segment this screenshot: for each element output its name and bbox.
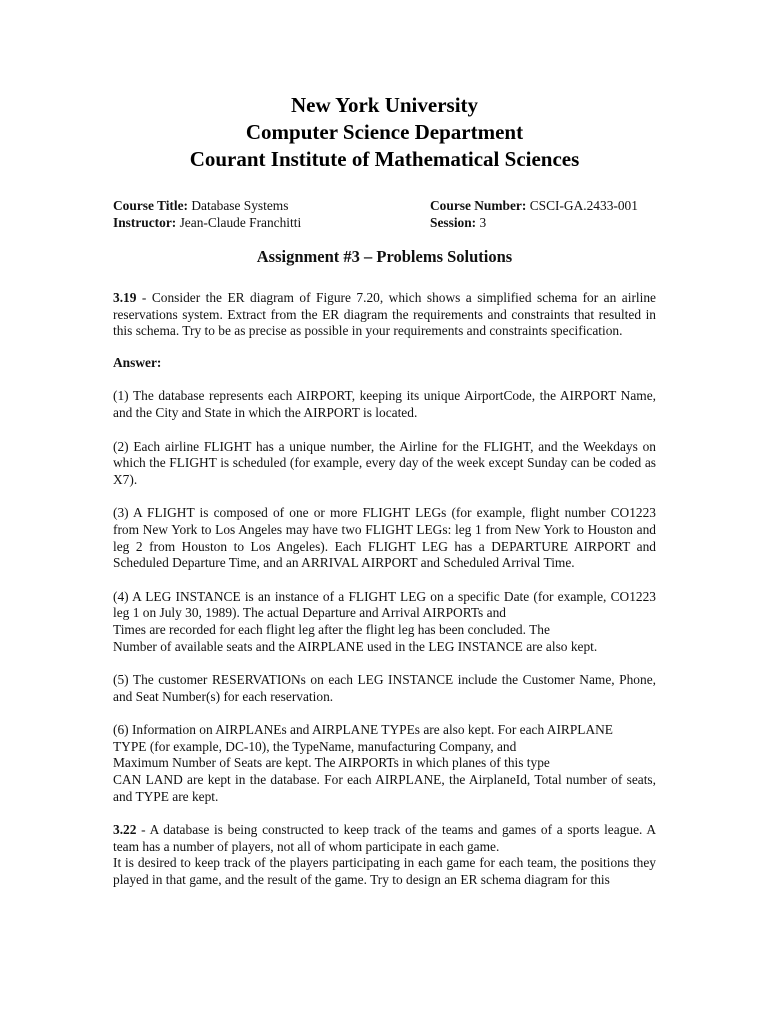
- answer-item-6-line-3: Maximum Number of Seats are kept. The AIRPORTs in which planes of this type: [113, 755, 550, 771]
- problem-3-22: [113, 822, 656, 855]
- answer-item-6: [113, 722, 656, 805]
- answer-item-3: (3) A FLIGHT is composed of one or more FLIGHT LEGs (for example, flight number CO1223 from New York to Los Angeles may have two FLIGHT LEGs: leg 1 from New York to Houston and leg 2 from Houston to Los Angeles). Each FLIGHT LEG has a DEPARTURE AIRPORT and Scheduled Departure Time, and an ARRIVAL AIRPORT and Scheduled Arrival Time.: [113, 505, 656, 571]
- problem-3-19: [113, 290, 656, 340]
- answer-label: Answer:: [113, 354, 162, 370]
- course-info-left: [113, 197, 301, 231]
- institute-name: Courant Institute of Mathematical Sciences: [189, 147, 580, 171]
- university-name: New York University: [290, 93, 479, 117]
- answer-item-1: (1) The database represents each AIRPORT, keeping its unique AirportCode, the AIRPORT Name, and the City and State in which the AIRPORT is located.: [113, 388, 656, 420]
- session-label: Session:: [430, 215, 477, 230]
- instructor-label: Instructor:: [113, 215, 177, 230]
- course-number-value: CSCI-GA.2433-001: [529, 198, 638, 213]
- answer-item-6-line-1: (6) Information on AIRPLANEs and AIRPLANE TYPEs are also kept. For each AIRPLANE: [113, 722, 613, 738]
- course-number-label: Course Number:: [430, 198, 527, 213]
- answer-item-4-line-1: (4) A LEG INSTANCE is an instance of a FLIGHT LEG on a specific Date (for example, CO1223 leg 1 on July 30, 1989). The actual Departure and Arrival AIRPORTs and: [113, 588, 656, 621]
- session-row: [430, 214, 638, 231]
- assignment-title: Assignment #3 – Problems Solutions: [256, 247, 513, 266]
- problem-3-19-text: - Consider the ER diagram of Figure 7.20, which shows a simplified schema for an airline reservations system. Extract from the ER diagram the requirements and constraints that resulted in this schema. Try to be as precise as possible in your requirements and constraints specification.: [113, 290, 656, 339]
- problem-3-22-number: 3.22: [113, 822, 137, 838]
- answer-item-4: [113, 589, 656, 655]
- answer-item-5: (5) The customer RESERVATIONs on each LEG INSTANCE include the Customer Name, Phone, and Seat Number(s) for each reservation.: [113, 672, 656, 704]
- answer-item-6-line-4: CAN LAND are kept in the database. For each AIRPLANE, the AirplaneId, Total number of seats, and TYPE are kept.: [113, 772, 656, 804]
- course-info: [113, 197, 656, 231]
- session-value: 3: [479, 215, 487, 230]
- answer-item-6-line-2: TYPE (for example, DC-10), the TypeName, manufacturing Company, and: [113, 738, 517, 754]
- document-header: [113, 92, 656, 173]
- course-number-row: [430, 197, 638, 214]
- instructor-value: Jean-Claude Franchitti: [179, 215, 302, 230]
- course-title-label: Course Title:: [113, 198, 189, 213]
- answer-item-4-line-3: Number of available seats and the AIRPLANE used in the LEG INSTANCE are also kept.: [113, 638, 598, 654]
- problem-3-22-continued: It is desired to keep track of the players participating in each game for each team, the positions they played in that game, and the result of the game. Try to design an ER schema diagram for this: [113, 855, 656, 888]
- department-name: Computer Science Department: [245, 120, 524, 144]
- problem-3-19-number: 3.19: [113, 290, 137, 305]
- course-title-row: [113, 197, 301, 214]
- course-title-value: Database Systems: [191, 198, 289, 213]
- answer-item-4-line-2: Times are recorded for each flight leg after the flight leg has been concluded. The: [113, 621, 550, 637]
- problem-3-22-text-1: - A database is being constructed to keep track of the teams and games of a sports league. A team has a number of players, not all of whom participate in each game.: [113, 822, 656, 854]
- instructor-row: [113, 214, 301, 231]
- document-page: [113, 92, 656, 889]
- course-info-right: [430, 197, 638, 231]
- answer-item-2: (2) Each airline FLIGHT has a unique number, the Airline for the FLIGHT, and the Weekdays on which the FLIGHT is scheduled (for example, every day of the week except Sunday can be coded as X7).: [113, 438, 656, 487]
